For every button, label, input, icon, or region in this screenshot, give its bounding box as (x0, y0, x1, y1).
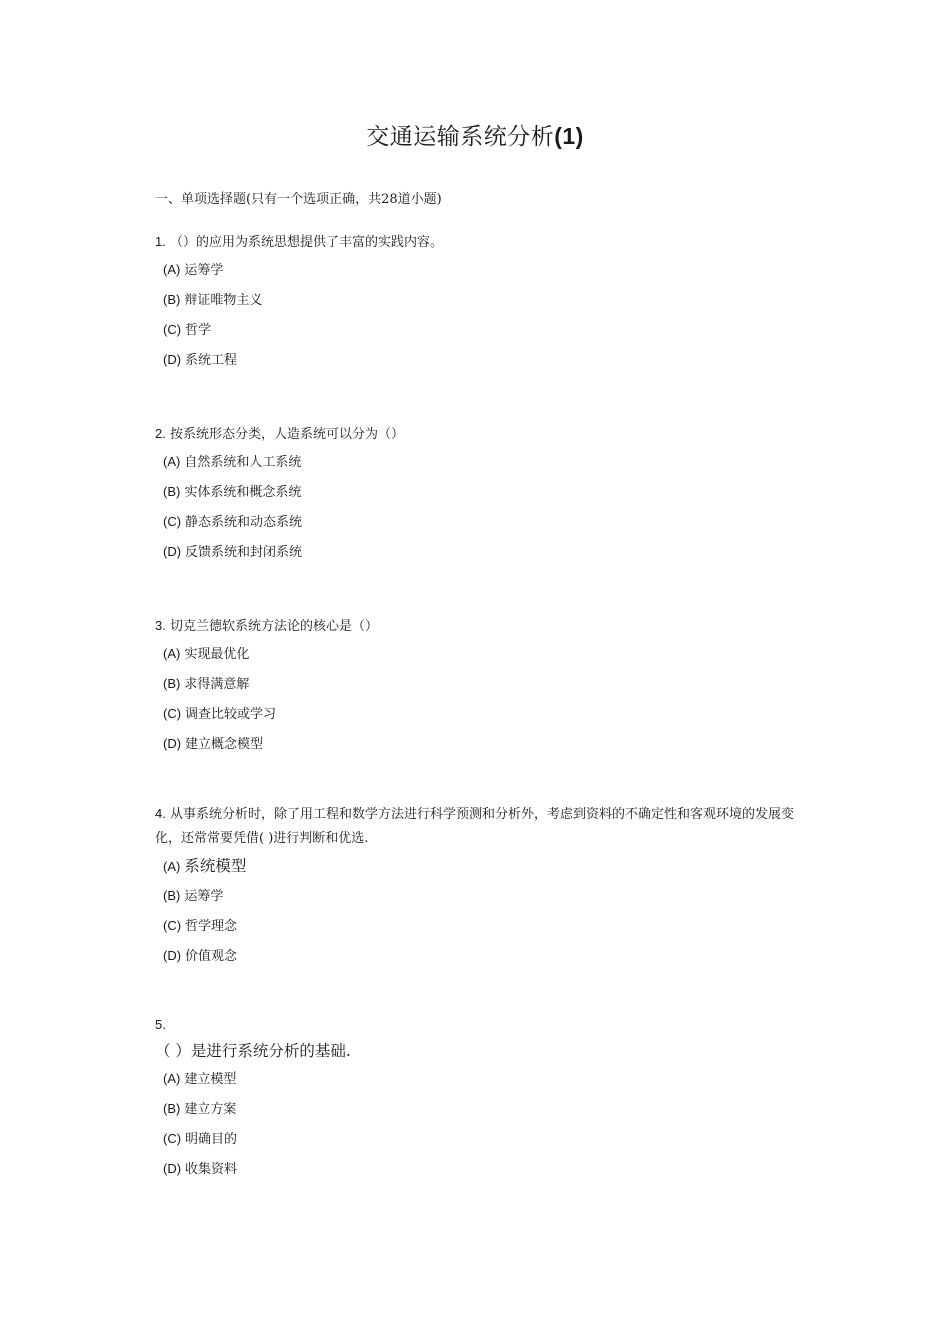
document-title (0, 118, 950, 151)
option-text: 实体系统和概念系统 (184, 485, 302, 500)
section-heading: 一、单项选择题(只有一个选项正确，共28道小题) (155, 192, 442, 207)
question-text: （）的应用为系统思想提供了丰富的实践内容。 (169, 235, 443, 250)
option-text: 辩证唯物主义 (184, 293, 263, 308)
option-c[interactable] (163, 1124, 815, 1154)
option-letter: (D) (163, 948, 182, 963)
question-number: 4. (155, 806, 166, 821)
question-text: 按系统形态分类，人造系统可以分为（） (169, 427, 404, 442)
option-b[interactable] (163, 285, 815, 315)
question-text: 切克兰德软系统方法论的核心是（） (169, 619, 378, 634)
option-letter: (A) (163, 859, 181, 874)
option-text: 哲学理念 (185, 919, 238, 934)
option-d[interactable] (163, 1154, 815, 1184)
option-d[interactable] (163, 345, 815, 375)
option-text: 建立模型 (184, 1072, 237, 1087)
question-2 (155, 422, 815, 567)
option-letter: (A) (163, 262, 181, 277)
option-b[interactable] (163, 477, 815, 507)
option-letter: (C) (163, 706, 182, 721)
option-text: 价值观念 (185, 949, 238, 964)
option-text: 调查比较或学习 (185, 707, 277, 722)
question-number: 3. (155, 618, 166, 633)
option-b[interactable] (163, 1094, 815, 1124)
option-letter: (B) (163, 676, 181, 691)
option-text: 自然系统和人工系统 (184, 455, 302, 470)
option-text: 收集资料 (185, 1162, 238, 1177)
option-letter: (A) (163, 454, 181, 469)
option-a[interactable] (163, 639, 815, 669)
question-stem (155, 614, 815, 639)
option-text: 反馈系统和封闭系统 (185, 545, 303, 560)
option-text: 求得满意解 (184, 677, 250, 692)
question-stem (155, 1013, 815, 1038)
option-letter: (D) (163, 544, 182, 559)
option-c[interactable] (163, 911, 815, 941)
option-letter: (D) (163, 352, 182, 367)
question-stem (155, 422, 815, 447)
option-text: 运筹学 (184, 889, 224, 904)
option-text: 哲学 (185, 323, 212, 338)
question-3 (155, 614, 815, 759)
option-a[interactable] (163, 1064, 815, 1094)
question-number: 5. (155, 1017, 166, 1032)
question-number: 1. (155, 234, 166, 249)
option-text: 明确目的 (185, 1132, 238, 1147)
question-1 (155, 230, 815, 375)
option-text: 实现最优化 (184, 647, 250, 662)
option-letter: (C) (163, 1131, 182, 1146)
option-text: 运筹学 (184, 263, 224, 278)
question-stem (155, 230, 815, 255)
option-text: 建立方案 (184, 1102, 237, 1117)
option-d[interactable] (163, 729, 815, 759)
question-stem (155, 802, 815, 851)
title-text: 交通运输系统分析 (366, 124, 555, 150)
question-text: 从事系统分析时，除了用工程和数学方法进行科学预测和分析外，考虑到资料的不确定性和客观环境的发展变化，还常常要凭借( )进行判断和优选. (155, 807, 794, 846)
option-text: 静态系统和动态系统 (185, 515, 303, 530)
option-letter: (D) (163, 736, 182, 751)
option-b[interactable] (163, 881, 815, 911)
option-a[interactable] (163, 447, 815, 477)
option-letter: (B) (163, 1101, 181, 1116)
option-a[interactable] (163, 255, 815, 285)
option-c[interactable] (163, 699, 815, 729)
option-letter: (B) (163, 484, 181, 499)
question-text: （ ）是进行系统分析的基础. (155, 1042, 351, 1060)
option-text: 建立概念模型 (185, 737, 264, 752)
option-text: 系统工程 (185, 353, 238, 368)
option-b[interactable] (163, 669, 815, 699)
option-text: 系统模型 (184, 857, 247, 875)
option-a[interactable] (163, 851, 815, 881)
option-letter: (C) (163, 514, 182, 529)
option-letter: (D) (163, 1161, 182, 1176)
option-letter: (C) (163, 918, 182, 933)
option-letter: (B) (163, 292, 181, 307)
option-c[interactable] (163, 315, 815, 345)
option-d[interactable] (163, 941, 815, 971)
option-d[interactable] (163, 537, 815, 567)
option-letter: (C) (163, 322, 182, 337)
option-letter: (A) (163, 1071, 181, 1086)
question-5 (155, 1013, 815, 1184)
option-c[interactable] (163, 507, 815, 537)
title-number: (1) (554, 123, 584, 149)
question-4 (155, 802, 815, 971)
option-letter: (A) (163, 646, 181, 661)
option-letter: (B) (163, 888, 181, 903)
question-number: 2. (155, 426, 166, 441)
